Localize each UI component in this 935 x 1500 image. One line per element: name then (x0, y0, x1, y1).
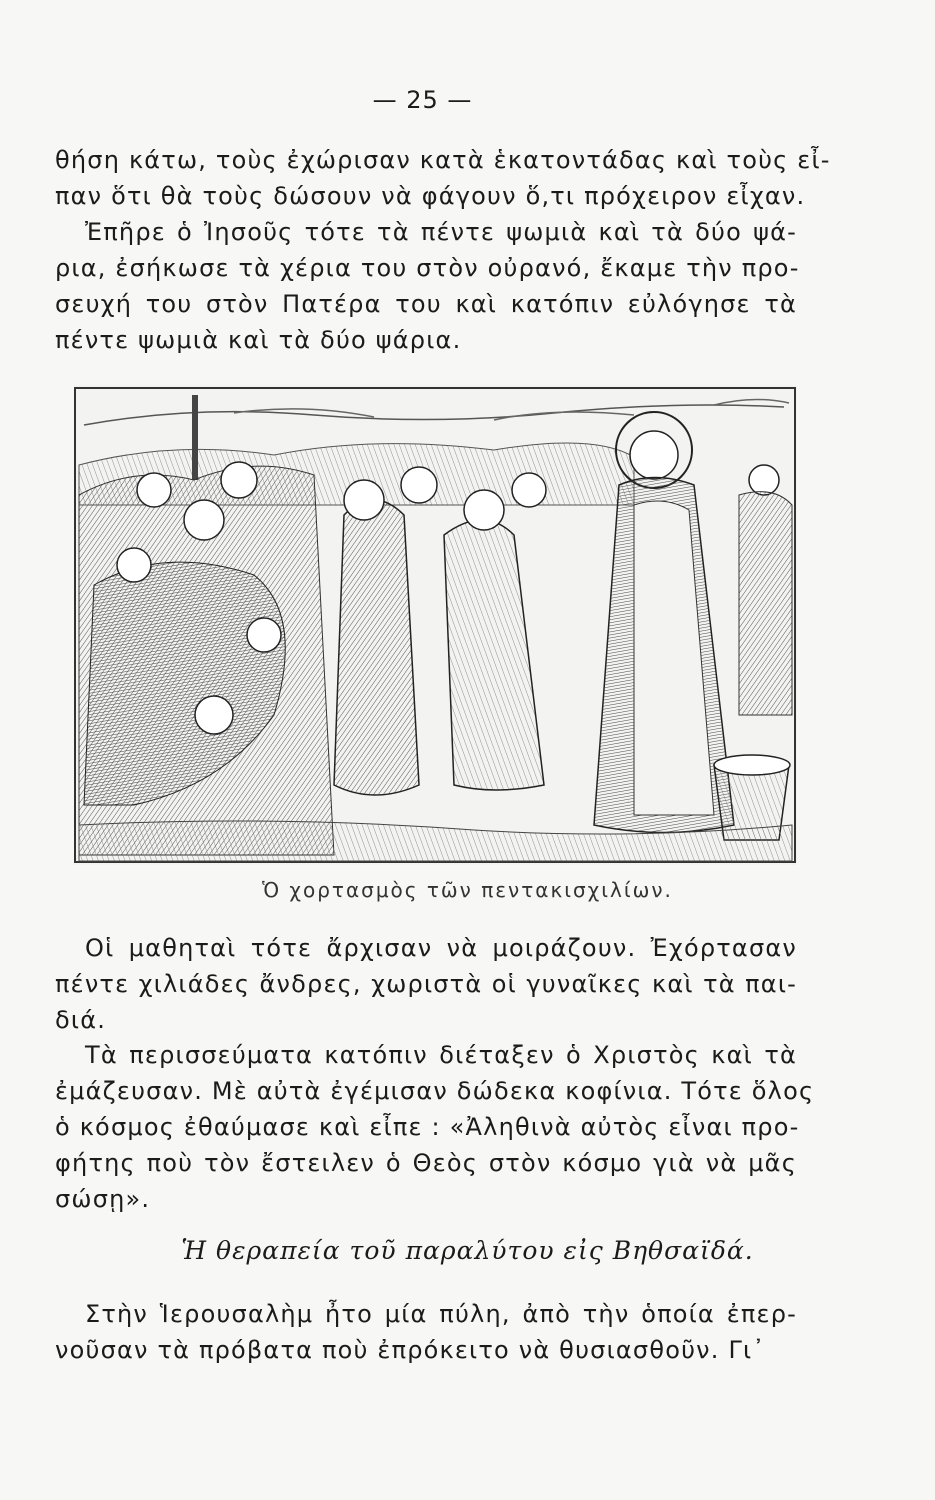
text-line: ἐμάζευσαν. Μὲ αὐτὰ ἐγέμισαν δώδεκα κοφίνια. Τότε ὅλος (55, 1077, 815, 1105)
text-line: πέντε χιλιάδες ἄνδρες, χωριστὰ οἱ γυναῖκες καὶ τὰ παι- (55, 970, 797, 998)
paragraph-4 (55, 1296, 797, 1368)
text-line: νοῦσαν τὰ πρόβατα ποὺ ἐπρόκειτο νὰ θυσιασθοῦν. Γι᾽ (55, 1336, 766, 1364)
text-line: διά. (55, 1006, 107, 1034)
text-line: θήση κάτω, τοὺς ἐχώρισαν κατὰ ἑκατοντάδας καὶ τοὺς εἶ- (55, 146, 831, 174)
text-line: παν ὅτι θὰ τοὺς δώσουν νὰ φάγουν ὅ,τι πρόχειρον εἶχαν. (55, 182, 806, 210)
paragraph-2 (55, 930, 797, 1038)
text-line: σώσῃ». (55, 1185, 151, 1213)
text-line: Τὰ περισσεύματα κατόπιν διέταξεν ὁ Χριστὸς καὶ τὰ (85, 1041, 797, 1069)
engraving-image (74, 385, 797, 865)
text-line: φήτης ποὺ τὸν ἔστειλεν ὁ Θεὸς στὸν κόσμο γιὰ νὰ μᾶς (55, 1149, 797, 1177)
text-line: Στὴν Ἱερουσαλὴμ ἦτο μία πύλη, ἀπὸ τὴν ὁποία ἐπερ- (85, 1300, 797, 1328)
text-line: Ἐπῆρε ὁ Ἰησοῦς τότε τὰ πέντε ψωμιὰ καὶ τὰ δύο ψά- (85, 218, 797, 246)
text-line: Οἱ μαθηταὶ τότε ἄρχισαν νὰ μοιράζουν. Ἐχόρτασαν (85, 934, 797, 962)
paragraph-3 (55, 1037, 815, 1217)
text-line: ρια, ἐσήκωσε τὰ χέρια του στὸν οὐρανό, ἔκαμε τὴν προ- (55, 254, 800, 282)
section-heading: Ἡ θεραπεία τοῦ παραλύτου εἰς Βηθσαϊδά. (181, 1236, 754, 1265)
page-number: — 25 — (372, 86, 473, 114)
text-line: πέντε ψωμιὰ καὶ τὰ δύο ψάρια. (55, 326, 462, 354)
paragraph-1 (55, 142, 831, 358)
engraving-feeding-of-five-thousand (74, 385, 797, 865)
illustration-caption: Ὁ χορτασμὸς τῶν πεντακισχιλίων. (262, 878, 673, 902)
text-line: ὁ κόσμος ἐθαύμασε καὶ εἶπε : «Ἀληθινὰ αὐτὸς εἶναι προ- (55, 1113, 800, 1141)
text-line: σευχή του στὸν Πατέρα του καὶ κατόπιν εὐλόγησε τὰ (55, 290, 797, 318)
